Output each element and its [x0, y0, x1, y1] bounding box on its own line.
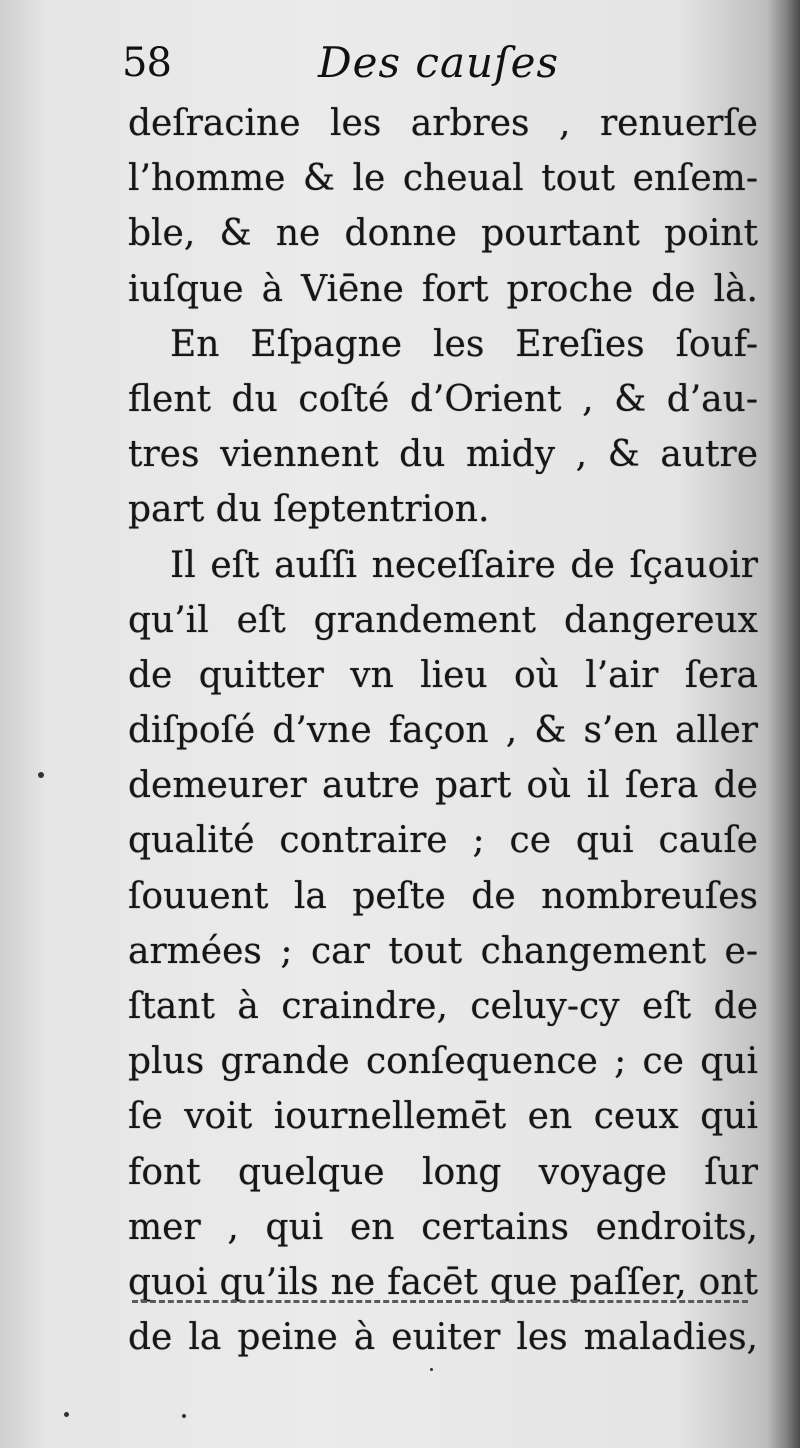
text-line: diſpoſé d’vne façon , & s’en aller	[128, 710, 758, 752]
text-line: quoi qu’ils ne facēt que paſſer, ont	[128, 1261, 758, 1303]
paper-speck	[38, 772, 44, 778]
text-line: qu’il eſt grandement dangereux	[128, 599, 758, 641]
text-line: font quelque long voyage ſur	[128, 1151, 758, 1193]
gutter-shadow	[766, 0, 800, 1448]
running-head	[122, 34, 682, 94]
body-text	[128, 96, 758, 1365]
text-line: ſouuent la peſte de nombreuſes	[128, 875, 758, 917]
paragraph-last-line: part du ſeptentrion.	[128, 489, 490, 531]
text-line: deſracine les arbres , renuerſe	[128, 103, 758, 144]
paragraph-first-line: En Eſpagne les Ereſies ſouf-	[170, 323, 758, 365]
text-line: armées ; car tout changement e-	[128, 930, 758, 972]
text-line: de quitter vn lieu où l’air ſera	[128, 654, 758, 696]
text-line: plus grande conſequence ; ce qui	[128, 1041, 758, 1083]
paper-speck	[182, 1414, 186, 1418]
running-title: Des cauſes	[318, 38, 559, 87]
text-line: l’homme & le cheual tout enſem-	[128, 158, 758, 200]
text-line: mer , qui en certains endroits,	[128, 1206, 758, 1248]
text-line: de la peine à euiter les maladies,	[128, 1317, 758, 1359]
text-line: ble, & ne donne pourtant point	[128, 213, 758, 255]
text-line: demeurer autre part où il ſera de	[128, 765, 758, 807]
text-line: qualité contraire ; ce qui cauſe	[128, 820, 758, 862]
paragraph-first-line: Il eſt auſſi neceſſaire de ſçauoir	[170, 544, 758, 586]
text-line: iuſque à Viēne fort proche de là.	[128, 268, 758, 310]
text-line: ſtant à craindre, celuy-cy eſt de	[128, 986, 758, 1027]
text-line: tres viennent du midy , & autre	[128, 434, 758, 476]
bottom-rule	[132, 1300, 748, 1303]
page-number: 58	[122, 40, 171, 86]
paper-speck	[430, 1368, 433, 1371]
paper-speck	[64, 1412, 69, 1417]
text-line: flent du coſté d’Orient , & d’au-	[128, 378, 758, 420]
text-line: ſe voit iournellemēt en ceux qui	[128, 1096, 758, 1138]
